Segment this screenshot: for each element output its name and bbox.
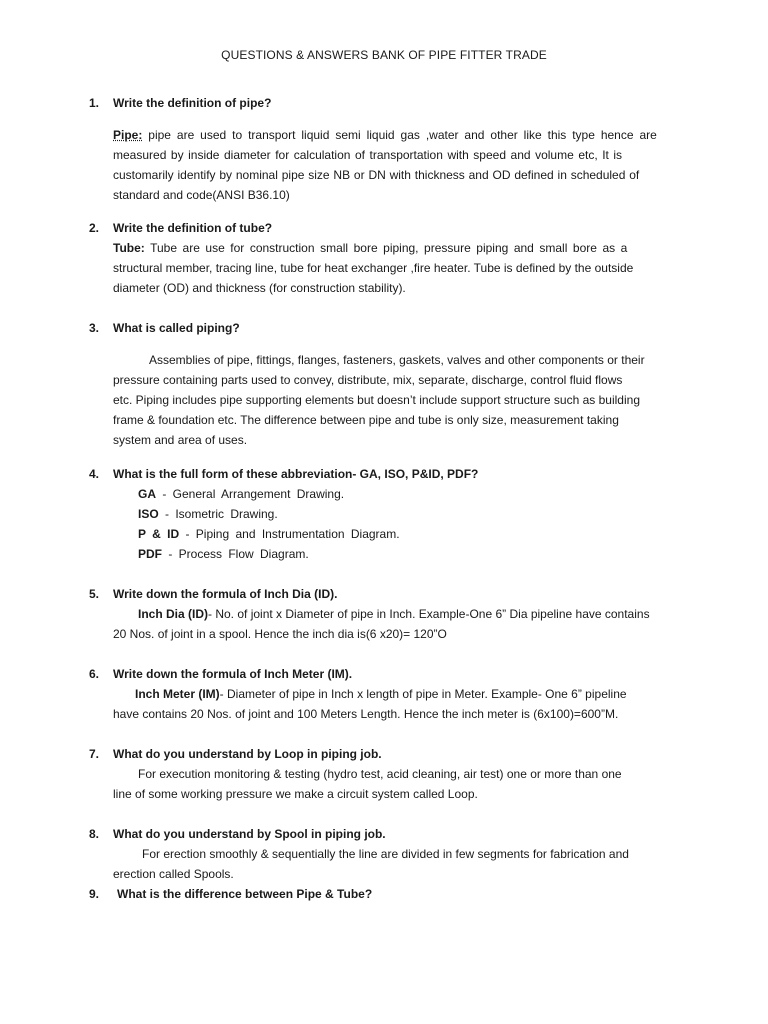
- question-number: 5.: [89, 587, 100, 601]
- answer-line: have contains 20 Nos. of joint and 100 Meters Length. Hence the inch meter is (6x100)=600”M.: [113, 707, 619, 721]
- answer-term: Pipe:: [113, 128, 143, 142]
- question-5: Write down the formula of Inch Dia (ID).: [113, 587, 338, 601]
- question-2: Write the definition of tube?: [113, 221, 273, 235]
- abbreviation-expansion: - Piping and Instrumentation Diagram.: [179, 527, 400, 541]
- answer-line: structural member, tracing line, tube for heat exchanger ,fire heater. Tube is defined by the outside: [113, 261, 634, 275]
- answer-term: Inch Meter (IM): [135, 687, 220, 701]
- question-6: Write down the formula of Inch Meter (IM).: [113, 667, 353, 681]
- abbreviation-item: [138, 544, 309, 564]
- abbreviation-expansion: - Process Flow Diagram.: [162, 547, 309, 561]
- question-8: What do you understand by Spool in piping job.: [113, 827, 386, 841]
- answer-line: pipe are used to transport liquid semi liquid gas ,water and other like this type hence are: [142, 128, 657, 142]
- answer-line: For execution monitoring & testing (hydro test, acid cleaning, air test) one or more than one: [138, 767, 622, 781]
- question-9: What is the difference between Pipe & Tube?: [117, 887, 373, 901]
- answer-line: For erection smoothly & sequentially the line are divided in few segments for fabrication and: [142, 847, 629, 861]
- abbreviation-expansion: - General Arrangement Drawing.: [156, 487, 345, 501]
- answer-6: [113, 684, 678, 724]
- answer-line: - No. of joint x Diameter of pipe in Inch. Example-One 6” Dia pipeline have contains: [208, 607, 650, 621]
- answer-2: [113, 238, 678, 298]
- page-title: QUESTIONS & ANSWERS BANK OF PIPE FITTER TRADE: [221, 48, 547, 62]
- abbreviation-term: ISO: [138, 507, 159, 521]
- answer-8: [113, 844, 678, 884]
- question-7: What do you understand by Loop in piping job.: [113, 747, 382, 761]
- answer-line: measured by inside diameter for calculation of transportation with speed and volume etc, It is: [113, 148, 623, 162]
- question-number: 8.: [89, 827, 100, 841]
- answer-1: [113, 125, 678, 205]
- answer-line: line of some working pressure we make a circuit system called Loop.: [113, 787, 478, 801]
- answer-line: Assemblies of pipe, fittings, flanges, fasteners, gaskets, valves and other components or their: [149, 353, 645, 367]
- question-number: 7.: [89, 747, 100, 761]
- question-number: 3.: [89, 321, 100, 335]
- question-1: Write the definition of pipe?: [113, 96, 272, 110]
- abbreviation-term: P & ID: [138, 527, 180, 541]
- abbreviation-item: [138, 504, 278, 524]
- answer-line: etc. Piping includes pipe supporting elements but doesn’t include support structure such as building: [113, 393, 640, 407]
- answer-line: - Diameter of pipe in Inch x length of pipe in Meter. Example- One 6” pipeline: [219, 687, 627, 701]
- answer-3: [113, 350, 678, 450]
- abbreviation-term: GA: [138, 487, 156, 501]
- answer-line: erection called Spools.: [113, 867, 234, 881]
- answer-line: 20 Nos. of joint in a spool. Hence the inch dia is(6 x20)= 120”O: [113, 627, 447, 641]
- answer-7: [113, 764, 678, 804]
- question-3: What is called piping?: [113, 321, 240, 335]
- answer-line: diameter (OD) and thickness (for construction stability).: [113, 281, 406, 295]
- question-number: 1.: [89, 96, 100, 110]
- answer-line: frame & foundation etc. The difference between pipe and tube is only size, measurement taking: [113, 413, 619, 427]
- answer-term: Tube:: [113, 241, 145, 255]
- abbreviation-term: PDF: [138, 547, 162, 561]
- question-number: 9.: [89, 887, 100, 901]
- answer-line: standard and code(ANSI B36.10): [113, 188, 290, 202]
- question-number: 6.: [89, 667, 100, 681]
- abbreviation-expansion: - Isometric Drawing.: [158, 507, 278, 521]
- abbreviation-item: [138, 484, 344, 504]
- answer-line: system and area of uses.: [113, 433, 248, 447]
- answer-line: Tube are use for construction small bore piping, pressure piping and small bore as a: [144, 241, 628, 255]
- abbreviation-item: [138, 524, 400, 544]
- question-number: 2.: [89, 221, 100, 235]
- answer-5: [113, 604, 678, 644]
- answer-line: pressure containing parts used to convey, distribute, mix, separate, discharge, control fluid flows: [113, 373, 623, 387]
- answer-line: customarily identify by nominal pipe size NB or DN with thickness and OD defined in scheduled of: [113, 168, 640, 182]
- answer-term: Inch Dia (ID): [138, 607, 209, 621]
- question-number: 4.: [89, 467, 100, 481]
- question-4: What is the full form of these abbreviation- GA, ISO, P&ID, PDF?: [113, 467, 479, 481]
